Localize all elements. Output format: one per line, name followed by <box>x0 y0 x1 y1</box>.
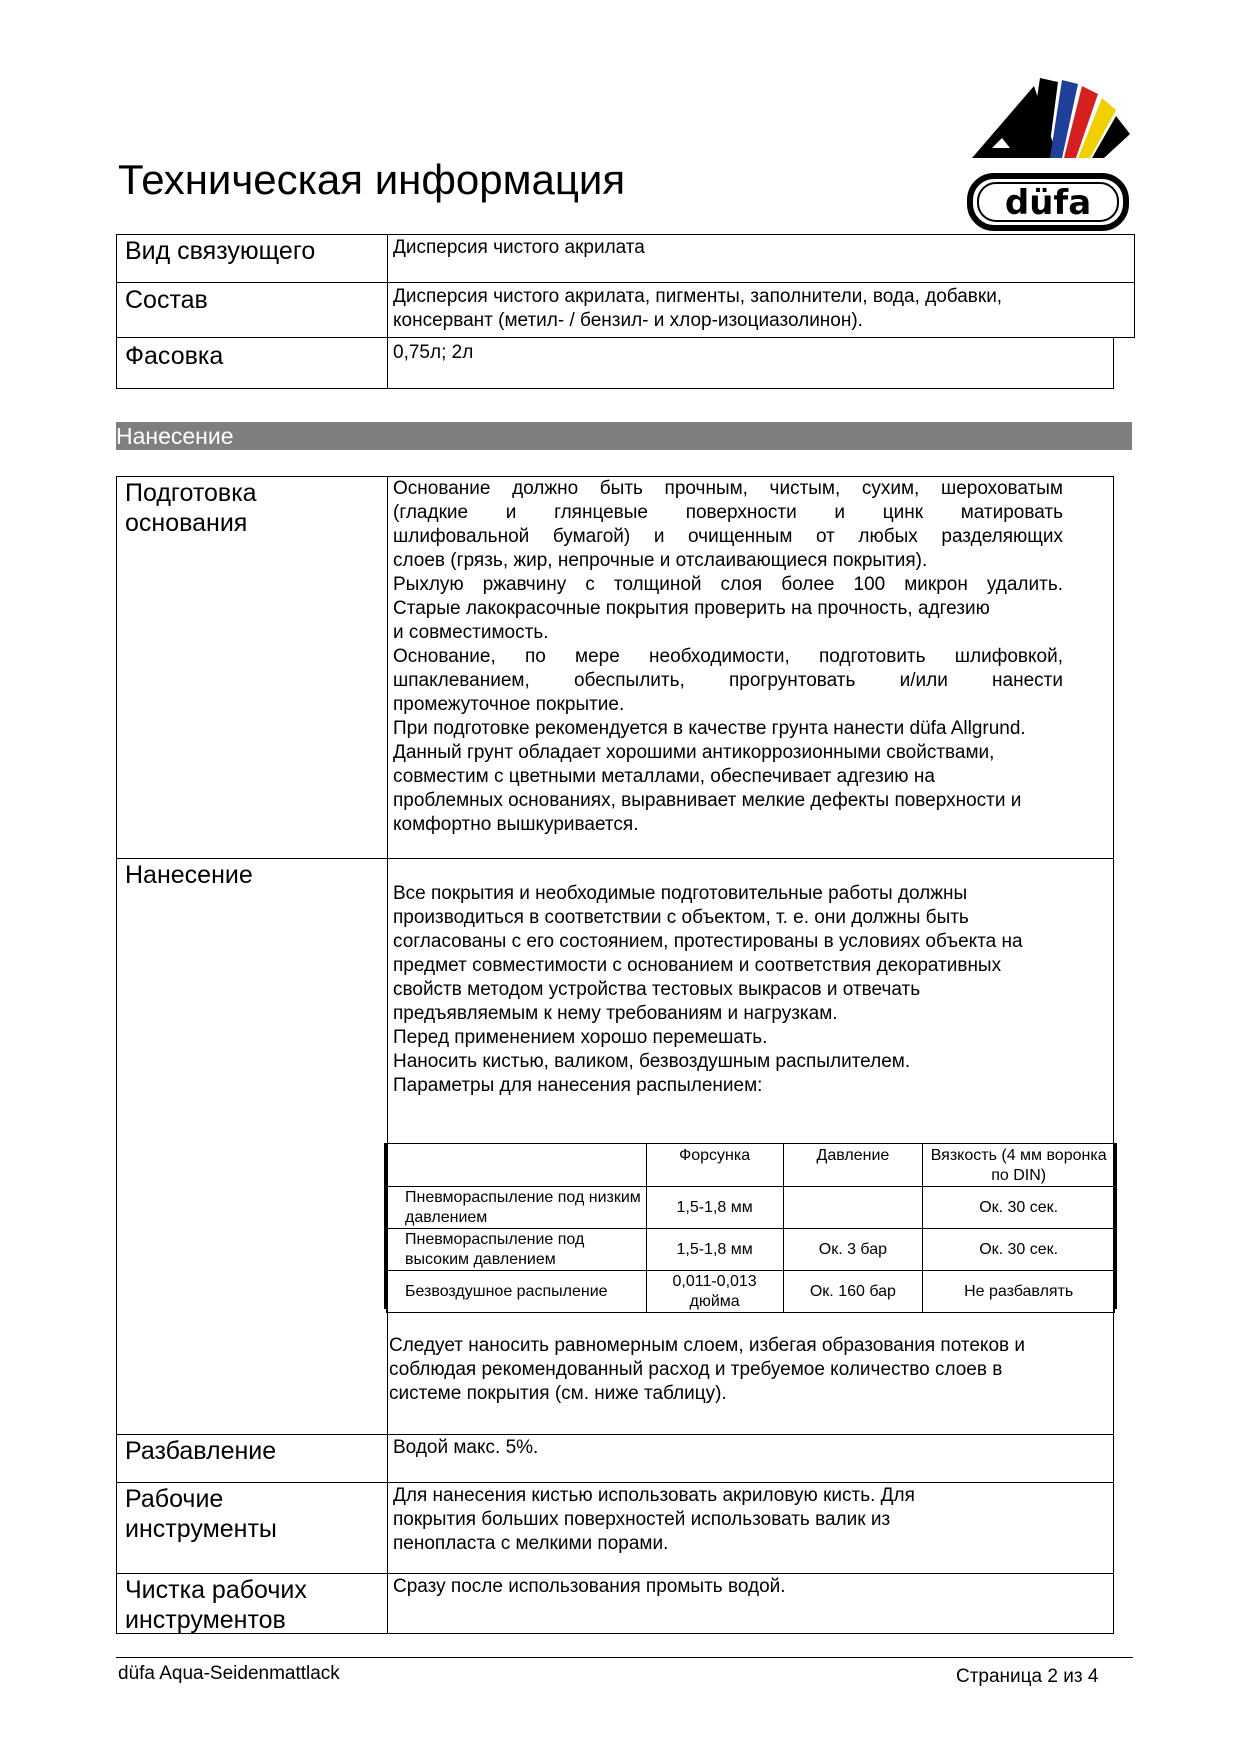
footer-product: düfa Aqua-Seidenmattlack <box>118 1663 340 1684</box>
preparation-text: Основание должно быть прочным, чистым, сухим, шероховатым (гладкие и глянцевые поверхности и цинк матировать шлифовальной бумагой) и очищенным от любых разделяющих слоев (грязь, жир, непрочные и отслаивающиеся покрытия). Рыхлую ржавчину с толщиной слоя более 100 микрон удалить. Старые лакокрасочные покрытия проверить на прочность, адгезию и совместимость. Основание, по мере необходимости, подготовить шлифовкой, шпаклеванием, обеспылить, прогрунтовать и/или нанести промежуточное покрытие. При подготовке рекомендуется в качестве грунта нанести düfa Allgrund. Данный грунт обладает хорошими антикоррозионными свойствами, совместим с цветными металлами, обеспечивает адгезию на проблемных основаниях, выравнивает мелкие дефекты поверхности и комфортно вышкуривается. <box>393 478 1063 835</box>
table-row: Пневмораспыление под высоким давлением 1,5-1,8 мм Ок. 3 бар Ок. 30 сек. <box>387 1229 1115 1271</box>
packaging-value: 0,75л; 2л <box>393 342 474 363</box>
application-text: Все покрытия и необходимые подготовительные работы должны производиться в соответствии с объектом, т. е. они должны быть согласованы с его состоянием, протестированы в условиях объекта на предмет совместимости с основанием и соответствия декоративных свойств методом устройства тестовых выкрасов и отвечать предъявляемым к нему требованиям и нагрузкам. Перед применением хорошо перемешать. Наносить кистью, валиком, безвоздушным распылителем. Параметры для нанесения распылением: <box>393 883 1023 1096</box>
table-row: Пневмораспыление под низким давлением 1,5-1,8 мм Ок. 30 сек. <box>387 1187 1115 1229</box>
footer-divider <box>116 1657 1133 1658</box>
section-header: Нанесение <box>116 422 1132 450</box>
logo-fan <box>972 78 1130 170</box>
cleaning-label: Чистка рабочих инструментов <box>125 1576 307 1634</box>
tools-value: Для нанесения кистью использовать акриловую кисть. Для покрытия больших поверхностей использовать валик из пенопласта с мелкими порами. <box>393 1485 915 1554</box>
spray-header-nozzle: Форсунка <box>646 1144 783 1187</box>
binder-label: Вид связующего <box>125 237 316 265</box>
spray-header-pressure: Давление <box>783 1144 923 1187</box>
logo-badge <box>970 176 1126 228</box>
cleaning-value: Сразу после использования промыть водой. <box>393 1576 786 1597</box>
tools-label: Рабочие инструменты <box>125 1485 277 1543</box>
spray-header-empty <box>387 1144 647 1187</box>
application-label: Нанесение <box>125 861 253 889</box>
preparation-label: Подготовка основания <box>125 479 257 537</box>
binder-value: Дисперсия чистого акрилата <box>393 237 645 258</box>
table-row: Безвоздушное распыление 0,011-0,013 дюйма Ок. 160 бар Не разбавлять <box>387 1271 1115 1313</box>
composition-value: Дисперсия чистого акрилата, пигменты, заполнители, вода, добавки, консервант (метил- / бензил- и хлор-изоциазолинон). <box>393 286 1003 331</box>
composition-label: Состав <box>125 286 208 314</box>
spray-parameters-table <box>386 1143 1115 1313</box>
spray-table-header <box>387 1144 1115 1187</box>
dilution-label: Разбавление <box>125 1437 277 1465</box>
logo-text: düfa <box>1004 183 1092 223</box>
dilution-value: Водой макс. 5%. <box>393 1437 539 1458</box>
page-title: Техническая информация <box>118 156 626 203</box>
footer-page-number: Страница 2 из 4 <box>956 1666 1099 1687</box>
dufa-logo <box>966 68 1134 232</box>
spray-header-viscosity: Вязкость (4 мм воронка по DIN) <box>923 1144 1115 1187</box>
application-after-text: Следует наносить равномерным слоем, избегая образования потеков и соблюдая рекомендованный расход и требуемое количество слоев в системе покрытия (см. ниже таблицу). <box>389 1335 1026 1404</box>
packaging-label: Фасовка <box>125 342 224 370</box>
